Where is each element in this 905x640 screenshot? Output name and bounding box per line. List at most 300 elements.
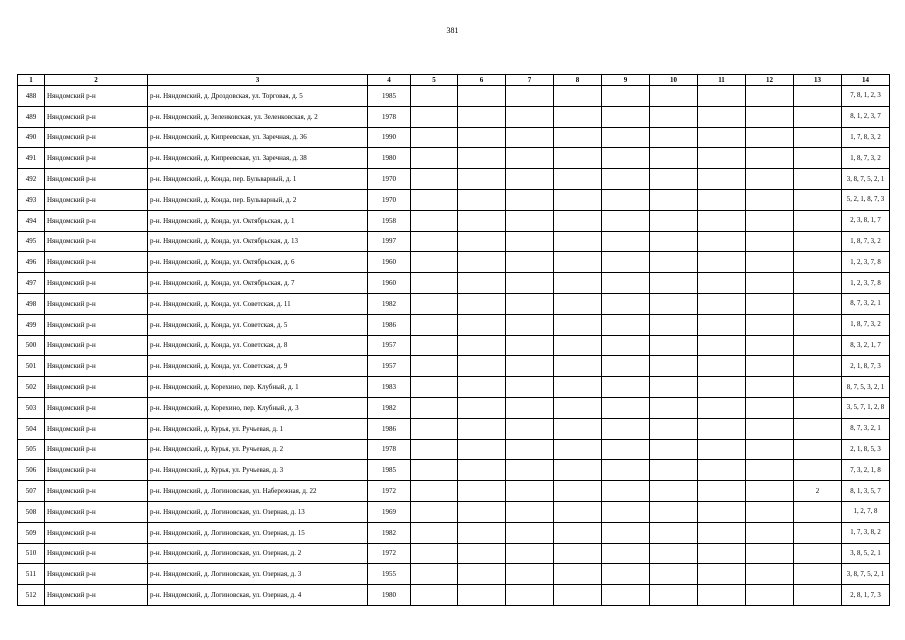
row-number-cell: 503 (18, 397, 45, 418)
col9-cell (602, 127, 650, 148)
row-number-cell: 492 (18, 169, 45, 190)
column-header-12: 12 (746, 75, 794, 86)
col11-cell (698, 481, 746, 502)
col9-cell (602, 335, 650, 356)
col8-cell (554, 314, 602, 335)
col7-cell (506, 231, 554, 252)
table-row (18, 439, 890, 460)
district-cell: Няндомский р-н (45, 189, 148, 210)
col11-cell (698, 522, 746, 543)
col5-cell (411, 501, 458, 522)
col14-cell: 7, 3, 2, 1, 8 (842, 460, 890, 481)
address-cell: р-н. Няндомский, д. Конда, пер. Бульварный, д. 1 (148, 169, 368, 190)
col7-cell (506, 189, 554, 210)
col11-cell (698, 460, 746, 481)
col11-cell (698, 231, 746, 252)
col8-cell (554, 169, 602, 190)
col7-cell (506, 356, 554, 377)
col9-cell (602, 189, 650, 210)
header-row (18, 75, 890, 86)
year-cell: 1957 (368, 356, 411, 377)
col13-cell: 2 (794, 481, 842, 502)
col14-cell: 1, 2, 7, 8 (842, 501, 890, 522)
col5-cell (411, 418, 458, 439)
row-number-cell: 495 (18, 231, 45, 252)
col9-cell (602, 377, 650, 398)
column-header-13: 13 (794, 75, 842, 86)
table-row (18, 543, 890, 564)
col12-cell (746, 335, 794, 356)
col6-cell (458, 273, 506, 294)
col11-cell (698, 273, 746, 294)
col10-cell (650, 377, 698, 398)
col10-cell (650, 460, 698, 481)
col11-cell (698, 439, 746, 460)
table-row (18, 481, 890, 502)
table-row (18, 501, 890, 522)
col8-cell (554, 460, 602, 481)
table-row (18, 293, 890, 314)
col13-cell (794, 189, 842, 210)
table-row (18, 189, 890, 210)
col6-cell (458, 169, 506, 190)
col13-cell (794, 522, 842, 543)
row-number-cell: 510 (18, 543, 45, 564)
district-cell: Няндомский р-н (45, 543, 148, 564)
col8-cell (554, 293, 602, 314)
col8-cell (554, 501, 602, 522)
district-cell: Няндомский р-н (45, 585, 148, 606)
address-cell: р-н. Няндомский, д. Конда, ул. Октябрьская, д. 6 (148, 252, 368, 273)
col10-cell (650, 356, 698, 377)
col8-cell (554, 252, 602, 273)
district-cell: Няндомский р-н (45, 169, 148, 190)
col12-cell (746, 231, 794, 252)
col10-cell (650, 231, 698, 252)
col14-cell: 7, 8, 1, 2, 3 (842, 86, 890, 107)
district-cell: Няндомский р-н (45, 127, 148, 148)
col11-cell (698, 86, 746, 107)
col10-cell (650, 169, 698, 190)
col7-cell (506, 148, 554, 169)
row-number-cell: 498 (18, 293, 45, 314)
row-number-cell: 490 (18, 127, 45, 148)
table-row (18, 335, 890, 356)
col13-cell (794, 148, 842, 169)
col7-cell (506, 585, 554, 606)
address-cell: р-н. Няндомский, д. Конда, ул. Советская, д. 11 (148, 293, 368, 314)
col9-cell (602, 273, 650, 294)
table-row (18, 148, 890, 169)
col8-cell (554, 127, 602, 148)
row-number-cell: 512 (18, 585, 45, 606)
row-number-cell: 504 (18, 418, 45, 439)
row-number-cell: 491 (18, 148, 45, 169)
col7-cell (506, 273, 554, 294)
col5-cell (411, 293, 458, 314)
district-cell: Няндомский р-н (45, 106, 148, 127)
row-number-cell: 508 (18, 501, 45, 522)
district-cell: Няндомский р-н (45, 481, 148, 502)
col5-cell (411, 439, 458, 460)
col11-cell (698, 335, 746, 356)
address-cell: р-н. Няндомский, д. Курья, ул. Ручьевая, д. 1 (148, 418, 368, 439)
register-table (17, 74, 890, 606)
col7-cell (506, 564, 554, 585)
col9-cell (602, 522, 650, 543)
col6-cell (458, 106, 506, 127)
col8-cell (554, 273, 602, 294)
col5-cell (411, 210, 458, 231)
col10-cell (650, 293, 698, 314)
col10-cell (650, 86, 698, 107)
col11-cell (698, 169, 746, 190)
address-cell: р-н. Няндомский, д. Зеленковская, ул. Зеленковская, д. 2 (148, 106, 368, 127)
address-cell: р-н. Няндомский, д. Логиновская, ул. Озерная, д. 2 (148, 543, 368, 564)
column-header-2: 2 (45, 75, 148, 86)
col12-cell (746, 148, 794, 169)
col9-cell (602, 231, 650, 252)
table-row (18, 418, 890, 439)
col11-cell (698, 377, 746, 398)
col10-cell (650, 273, 698, 294)
district-cell: Няндомский р-н (45, 252, 148, 273)
col9-cell (602, 314, 650, 335)
col8-cell (554, 86, 602, 107)
table-row (18, 522, 890, 543)
col14-cell: 1, 8, 7, 3, 2 (842, 314, 890, 335)
year-cell: 1978 (368, 439, 411, 460)
table-row (18, 86, 890, 107)
row-number-cell: 509 (18, 522, 45, 543)
col11-cell (698, 564, 746, 585)
col8-cell (554, 522, 602, 543)
col6-cell (458, 564, 506, 585)
col6-cell (458, 86, 506, 107)
col14-cell: 2, 1, 8, 5, 3 (842, 439, 890, 460)
address-cell: р-н. Няндомский, д. Конда, ул. Советская, д. 8 (148, 335, 368, 356)
col9-cell (602, 397, 650, 418)
col12-cell (746, 481, 794, 502)
col6-cell (458, 293, 506, 314)
row-number-cell: 493 (18, 189, 45, 210)
col14-cell: 3, 5, 7, 1, 2, 8 (842, 397, 890, 418)
col14-cell: 8, 1, 2, 3, 7 (842, 106, 890, 127)
address-cell: р-н. Няндомский, д. Логиновская, ул. Озерная, д. 13 (148, 501, 368, 522)
year-cell: 1982 (368, 397, 411, 418)
row-number-cell: 496 (18, 252, 45, 273)
col12-cell (746, 210, 794, 231)
col11-cell (698, 356, 746, 377)
address-cell: р-н. Няндомский, д. Логиновская, ул. Озерная, д. 3 (148, 564, 368, 585)
row-number-cell: 488 (18, 86, 45, 107)
col8-cell (554, 106, 602, 127)
col11-cell (698, 106, 746, 127)
address-cell: р-н. Няндомский, д. Конда, ул. Советская, д. 9 (148, 356, 368, 377)
district-cell: Няндомский р-н (45, 377, 148, 398)
district-cell: Няндомский р-н (45, 86, 148, 107)
col10-cell (650, 252, 698, 273)
col8-cell (554, 148, 602, 169)
year-cell: 1970 (368, 189, 411, 210)
col7-cell (506, 169, 554, 190)
col6-cell (458, 418, 506, 439)
col14-cell: 3, 8, 7, 5, 2, 1 (842, 169, 890, 190)
col5-cell (411, 377, 458, 398)
col6-cell (458, 501, 506, 522)
col5-cell (411, 106, 458, 127)
col10-cell (650, 189, 698, 210)
col14-cell: 8, 7, 5, 3, 2, 1 (842, 377, 890, 398)
row-number-cell: 507 (18, 481, 45, 502)
district-cell: Няндомский р-н (45, 418, 148, 439)
col5-cell (411, 189, 458, 210)
col13-cell (794, 543, 842, 564)
year-cell: 1969 (368, 501, 411, 522)
col9-cell (602, 501, 650, 522)
address-cell: р-н. Няндомский, д. Конда, ул. Октябрьская, д. 1 (148, 210, 368, 231)
col13-cell (794, 356, 842, 377)
col6-cell (458, 356, 506, 377)
col9-cell (602, 356, 650, 377)
table-body (18, 86, 890, 606)
col7-cell (506, 127, 554, 148)
year-cell: 1986 (368, 314, 411, 335)
col10-cell (650, 210, 698, 231)
col9-cell (602, 148, 650, 169)
col10-cell (650, 481, 698, 502)
col9-cell (602, 439, 650, 460)
address-cell: р-н. Няндомский, д. Курья, ул. Ручьевая, д. 3 (148, 460, 368, 481)
col14-cell: 1, 8, 7, 3, 2 (842, 231, 890, 252)
col9-cell (602, 252, 650, 273)
column-header-5: 5 (411, 75, 458, 86)
col6-cell (458, 397, 506, 418)
row-number-cell: 500 (18, 335, 45, 356)
year-cell: 1957 (368, 335, 411, 356)
year-cell: 1960 (368, 252, 411, 273)
col11-cell (698, 293, 746, 314)
table-row (18, 397, 890, 418)
col5-cell (411, 231, 458, 252)
col8-cell (554, 377, 602, 398)
col5-cell (411, 481, 458, 502)
address-cell: р-н. Няндомский, д. Логиновская, ул. Озерная, д. 4 (148, 585, 368, 606)
page-number: 381 (446, 26, 459, 35)
col13-cell (794, 169, 842, 190)
col7-cell (506, 210, 554, 231)
row-number-cell: 499 (18, 314, 45, 335)
col7-cell (506, 543, 554, 564)
col7-cell (506, 252, 554, 273)
year-cell: 1980 (368, 148, 411, 169)
col12-cell (746, 585, 794, 606)
col11-cell (698, 252, 746, 273)
row-number-cell: 501 (18, 356, 45, 377)
col6-cell (458, 585, 506, 606)
table-row (18, 564, 890, 585)
table-row (18, 169, 890, 190)
col7-cell (506, 293, 554, 314)
col5-cell (411, 127, 458, 148)
col8-cell (554, 231, 602, 252)
col9-cell (602, 106, 650, 127)
col7-cell (506, 481, 554, 502)
col11-cell (698, 314, 746, 335)
col7-cell (506, 460, 554, 481)
col5-cell (411, 169, 458, 190)
col6-cell (458, 189, 506, 210)
col8-cell (554, 189, 602, 210)
col13-cell (794, 377, 842, 398)
col12-cell (746, 564, 794, 585)
year-cell: 1972 (368, 481, 411, 502)
year-cell: 1970 (368, 169, 411, 190)
col12-cell (746, 377, 794, 398)
col8-cell (554, 210, 602, 231)
col12-cell (746, 522, 794, 543)
col5-cell (411, 522, 458, 543)
col11-cell (698, 397, 746, 418)
col12-cell (746, 169, 794, 190)
col12-cell (746, 397, 794, 418)
col5-cell (411, 564, 458, 585)
col14-cell: 1, 2, 3, 7, 8 (842, 252, 890, 273)
col12-cell (746, 106, 794, 127)
year-cell: 1972 (368, 543, 411, 564)
col10-cell (650, 439, 698, 460)
col7-cell (506, 397, 554, 418)
table-row (18, 252, 890, 273)
col13-cell (794, 439, 842, 460)
col13-cell (794, 397, 842, 418)
col13-cell (794, 460, 842, 481)
column-header-3: 3 (148, 75, 368, 86)
year-cell: 1997 (368, 231, 411, 252)
col10-cell (650, 148, 698, 169)
year-cell: 1978 (368, 106, 411, 127)
address-cell: р-н. Няндомский, д. Конда, ул. Октябрьская, д. 7 (148, 273, 368, 294)
col14-cell: 8, 7, 3, 2, 1 (842, 418, 890, 439)
column-header-7: 7 (506, 75, 554, 86)
col12-cell (746, 273, 794, 294)
year-cell: 1960 (368, 273, 411, 294)
col9-cell (602, 543, 650, 564)
col13-cell (794, 86, 842, 107)
col9-cell (602, 585, 650, 606)
col5-cell (411, 335, 458, 356)
table-row (18, 585, 890, 606)
year-cell: 1955 (368, 564, 411, 585)
col6-cell (458, 460, 506, 481)
col14-cell: 1, 7, 3, 8, 2 (842, 522, 890, 543)
row-number-cell: 511 (18, 564, 45, 585)
row-number-cell: 497 (18, 273, 45, 294)
col13-cell (794, 252, 842, 273)
column-header-8: 8 (554, 75, 602, 86)
row-number-cell: 506 (18, 460, 45, 481)
col14-cell: 2, 3, 8, 1, 7 (842, 210, 890, 231)
district-cell: Няндомский р-н (45, 522, 148, 543)
col8-cell (554, 356, 602, 377)
address-cell: р-н. Няндомский, д. Кипреевская, ул. Заречная, д. 38 (148, 148, 368, 169)
col7-cell (506, 106, 554, 127)
district-cell: Няндомский р-н (45, 460, 148, 481)
address-cell: р-н. Няндомский, д. Конда, ул. Октябрьская, д. 13 (148, 231, 368, 252)
table-header (18, 75, 890, 86)
address-cell: р-н. Няндомский, д. Корехино, пер. Клубный, д. 3 (148, 397, 368, 418)
col11-cell (698, 418, 746, 439)
col13-cell (794, 231, 842, 252)
col10-cell (650, 397, 698, 418)
col10-cell (650, 127, 698, 148)
col12-cell (746, 189, 794, 210)
col14-cell: 3, 8, 5, 2, 1 (842, 543, 890, 564)
table-row (18, 127, 890, 148)
table-row (18, 273, 890, 294)
col9-cell (602, 460, 650, 481)
col9-cell (602, 564, 650, 585)
table-row (18, 356, 890, 377)
col14-cell: 1, 8, 7, 3, 2 (842, 148, 890, 169)
col9-cell (602, 169, 650, 190)
col5-cell (411, 543, 458, 564)
table-row (18, 231, 890, 252)
col6-cell (458, 335, 506, 356)
district-cell: Няндомский р-н (45, 439, 148, 460)
col11-cell (698, 543, 746, 564)
col13-cell (794, 127, 842, 148)
column-header-6: 6 (458, 75, 506, 86)
col13-cell (794, 585, 842, 606)
col7-cell (506, 501, 554, 522)
col8-cell (554, 481, 602, 502)
table-row (18, 210, 890, 231)
col10-cell (650, 564, 698, 585)
district-cell: Няндомский р-н (45, 501, 148, 522)
col6-cell (458, 210, 506, 231)
address-cell: р-н. Няндомский, д. Дроздовская, ул. Торговая, д. 5 (148, 86, 368, 107)
district-cell: Няндомский р-н (45, 273, 148, 294)
col12-cell (746, 293, 794, 314)
col13-cell (794, 335, 842, 356)
address-cell: р-н. Няндомский, д. Логиновская, ул. Набережная, д. 22 (148, 481, 368, 502)
year-cell: 1985 (368, 460, 411, 481)
col14-cell: 3, 8, 7, 5, 2, 1 (842, 564, 890, 585)
col8-cell (554, 418, 602, 439)
col6-cell (458, 439, 506, 460)
col8-cell (554, 585, 602, 606)
col12-cell (746, 314, 794, 335)
col6-cell (458, 522, 506, 543)
col7-cell (506, 335, 554, 356)
district-cell: Няндомский р-н (45, 231, 148, 252)
col14-cell: 1, 7, 8, 3, 2 (842, 127, 890, 148)
col6-cell (458, 314, 506, 335)
col13-cell (794, 418, 842, 439)
table-row (18, 314, 890, 335)
col6-cell (458, 127, 506, 148)
row-number-cell: 494 (18, 210, 45, 231)
row-number-cell: 505 (18, 439, 45, 460)
district-cell: Няндомский р-н (45, 210, 148, 231)
col10-cell (650, 501, 698, 522)
district-cell: Няндомский р-н (45, 293, 148, 314)
col11-cell (698, 210, 746, 231)
col6-cell (458, 231, 506, 252)
col13-cell (794, 564, 842, 585)
table-row (18, 460, 890, 481)
